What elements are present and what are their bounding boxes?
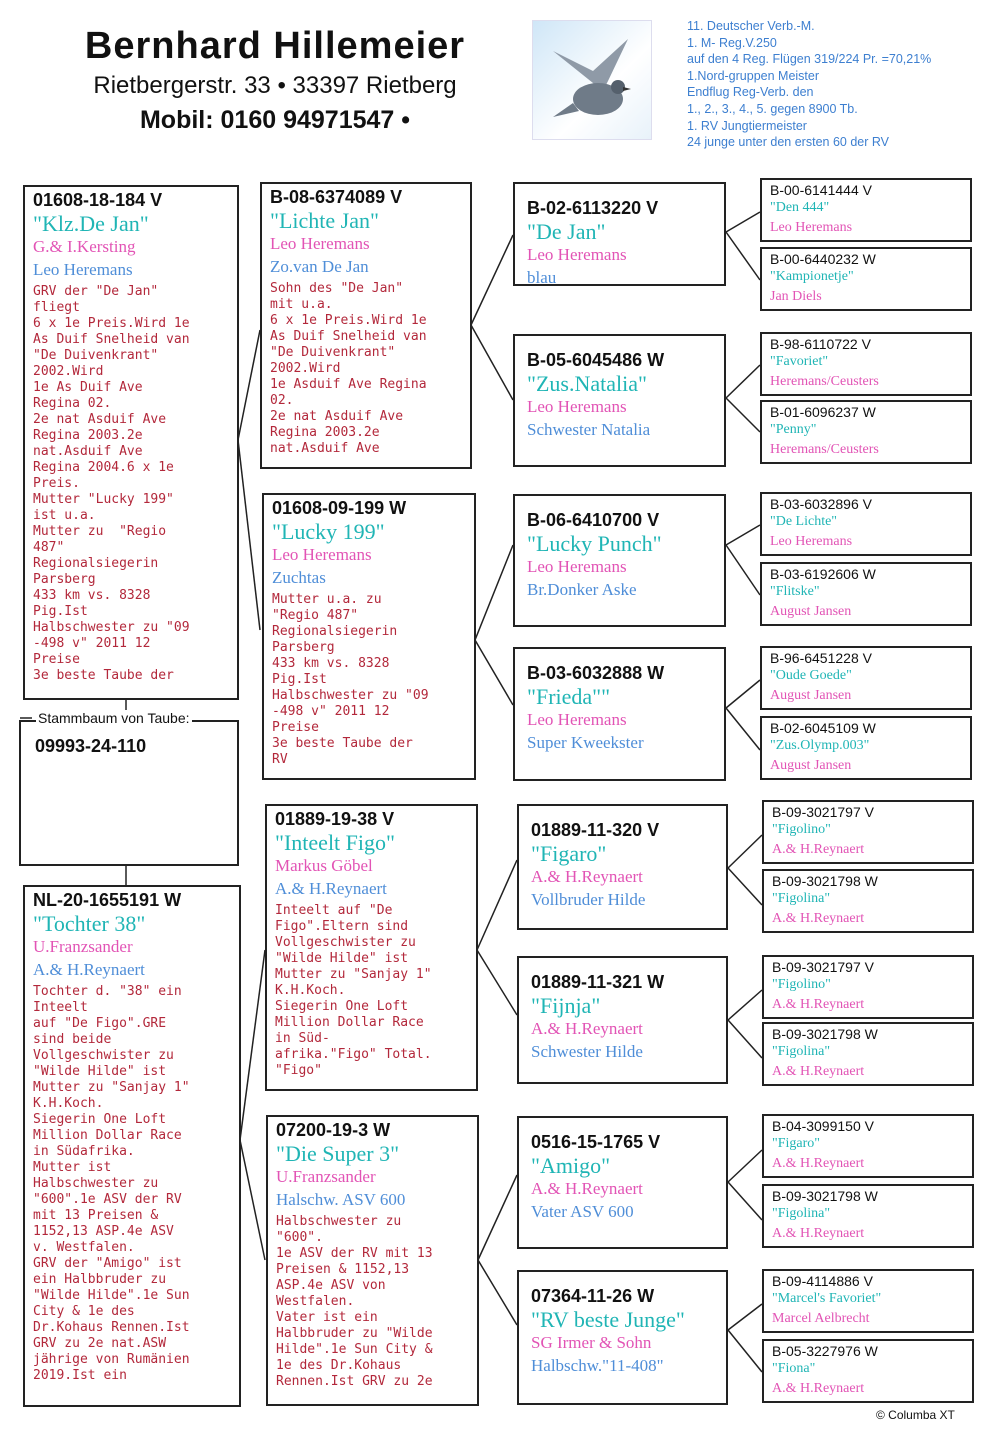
pedigree-pigeon-name: "Die Super 3" (276, 1141, 400, 1166)
pedigree-ring-number: B-02-6113220 V (527, 198, 659, 218)
pedigree-subtitle: Halbschw."11-408" (531, 1356, 664, 1376)
achievement-line: auf den 4 Reg. Flügen 319/224 Pr. =70,21% (687, 52, 932, 67)
gen4-box[interactable] (760, 247, 972, 311)
owner-name: Bernhard Hillemeier (84, 25, 466, 67)
pedigree-breeder: Marcel Aelbrecht (772, 1311, 870, 1326)
pedigree-breeder: Heremans/Ceusters (770, 374, 879, 389)
pedigree-breeder: Markus Göbel (275, 856, 373, 876)
pedigree-breeder: Leo Heremans (272, 545, 372, 565)
achievement-line: 1.Nord-gruppen Meister (687, 68, 820, 83)
pedigree-ring-number: 01608-18-184 V (33, 190, 163, 210)
gen4-box[interactable] (762, 1184, 974, 1248)
pedigree-breeder: Leo Heremans (270, 234, 370, 254)
pedigree-breeder: Jan Diels (770, 289, 822, 304)
pedigree-ring-number: B-01-6096237 W (770, 404, 876, 420)
pedigree-ring-number: B-04-3099150 V (772, 1118, 874, 1134)
gen2-box[interactable] (266, 1115, 479, 1406)
pedigree-description: Mutter u.a. zu "Regio 487" Regionalsiegerin Parsberg 433 km vs. 8328 Pig.Ist Halbschwester zu "09 -498 v" 2011 12 Preise 3e beste Taube der RV (272, 592, 429, 768)
pedigree-breeder: A.& H.Reynaert (772, 1226, 865, 1241)
pedigree-breeder: A.& H.Reynaert (772, 1381, 865, 1396)
gen4-box[interactable] (760, 332, 972, 396)
gen3-box[interactable] (513, 647, 726, 781)
subject-ring-number: 09993-24-110 (35, 736, 147, 756)
gen4-box[interactable] (762, 1269, 974, 1333)
pedigree-breeder: Leo Heremans (527, 710, 627, 730)
pedigree-ring-number: 01889-11-321 W (531, 972, 665, 992)
pedigree-ring-number: B-00-6141444 V (770, 182, 872, 198)
pedigree-ring-number: B-09-3021797 V (772, 959, 874, 975)
pedigree-pigeon-name: "Figaro" (772, 1136, 820, 1151)
gen4-box[interactable] (762, 1339, 974, 1403)
pedigree-pigeon-name: "Lucky Punch" (527, 531, 662, 556)
gen3-box[interactable] (517, 956, 728, 1084)
pedigree-pigeon-name: "Favoriet" (770, 354, 829, 369)
pedigree-subtitle: Vater ASV 600 (531, 1202, 634, 1222)
pedigree-pigeon-name: "Zus.Olymp.003" (770, 738, 870, 753)
dam-box[interactable] (23, 885, 241, 1407)
pedigree-breeder: Leo Heremans (527, 245, 627, 265)
pedigree-ring-number: B-05-6045486 W (527, 350, 665, 370)
pedigree-subtitle: A.& H.Reynaert (33, 960, 145, 980)
pedigree-pigeon-name: "Figolino" (772, 822, 831, 837)
pedigree-breeder: U.Franzsander (33, 937, 133, 957)
pedigree-ring-number: 07364-11-26 W (531, 1286, 655, 1306)
pedigree-pigeon-name: "Figolina" (772, 1206, 831, 1221)
pedigree-ring-number: B-09-4114886 V (772, 1273, 873, 1289)
pedigree-breeder: A.& H.Reynaert (772, 1064, 865, 1079)
pedigree-ring-number: 07200-19-3 W (276, 1120, 391, 1140)
pedigree-pigeon-name: "De Jan" (527, 219, 606, 244)
gen3-box[interactable] (513, 334, 726, 467)
pedigree-ring-number: B-98-6110722 V (770, 336, 871, 352)
achievement-line: 24 junge unter den ersten 60 der RV (687, 135, 889, 150)
gen2-box[interactable] (260, 182, 472, 469)
subject-label: Stammbaum von Taube: (38, 710, 190, 726)
pedigree-pigeon-name: "Lichte Jan" (270, 208, 379, 233)
pedigree-breeder: A.& H.Reynaert (531, 1179, 643, 1199)
gen3-box[interactable] (513, 494, 726, 627)
gen4-box[interactable] (760, 178, 972, 242)
pedigree-description: GRV der "De Jan" fliegt 6 x 1e Preis.Wird 1e As Duif Snelheid van "De Duivenkrant" 2002.Wird 1e As Duif Ave Regina 02. 2e nat Asduif Ave Regina 2003.2e nat.Asduif Ave Regina 2004.6 x 1e Preis. Mutter "Lucky 199" ist u.a. Mutter zu "Regio 487" Regionalsiegerin Parsberg 433 km vs. 8328 Pig.Ist Halbschwester zu "09 -498 v" 2011 12 Preise 3e beste Taube der (33, 284, 190, 684)
pedigree-breeder: A.& H.Reynaert (772, 842, 865, 857)
pedigree-ring-number: 01608-09-199 W (272, 498, 407, 518)
pedigree-pigeon-name: "Inteelt Figo" (275, 830, 396, 855)
pedigree-pigeon-name: "Amigo" (531, 1153, 611, 1178)
sire-box[interactable] (23, 185, 239, 700)
pedigree-ring-number: B-09-3021798 W (772, 1026, 878, 1042)
pedigree-pigeon-name: "Figaro" (531, 841, 607, 866)
pedigree-breeder: Leo Heremans (527, 557, 627, 577)
pedigree-breeder: A.& H.Reynaert (772, 911, 865, 926)
pedigree-pigeon-name: "Figolino" (772, 977, 831, 992)
pedigree-breeder: August Jansen (770, 604, 852, 619)
pedigree-breeder: SG Irmer & Sohn (531, 1333, 652, 1353)
pedigree-ring-number: 01889-11-320 V (531, 820, 660, 840)
pedigree-pigeon-name: "Figolina" (772, 1044, 831, 1059)
pedigree-breeder: A.& H.Reynaert (772, 1156, 865, 1171)
pedigree-ring-number: 0516-15-1765 V (531, 1132, 661, 1152)
pedigree-description: Halbschwester zu "600". 1e ASV der RV mit 13 Preisen & 1152,13 ASP.4e ASV von Westfalen. Vater ist ein Halbbruder zu "Wilde Hilde".1e Sun City & 1e des Dr.Kohaus Rennen.Ist GRV zu 2e (276, 1214, 433, 1390)
gen4-box[interactable] (760, 400, 972, 464)
achievement-line: Endflug Reg-Verb. den (687, 85, 814, 100)
pedigree-description: Tochter d. "38" ein Inteelt auf "De Figo".GRE sind beide Vollgeschwister zu "Wilde Hilde" ist Mutter zu "Sanjay 1" K.H.Koch. Siegerin One Loft Million Dollar Race in Südafrika. Mutter ist Halbschwester zu "600".1e ASV der RV mit 13 Preisen & 1152,13 ASP.4e ASV v. Westfalen. GRV der "Amigo" ist ein Halbbruder zu "Wilde Hilde".1e Sun City & 1e des Dr.Kohaus Rennen.Ist GRV zu 2e nat.ASW jährige von Rumänien 2019.Ist ein (33, 984, 190, 1384)
pedigree-description: Sohn des "De Jan" mit u.a. 6 x 1e Preis.Wird 1e As Duif Snelheid van "De Duivenkrant" 2002.Wird 1e Asduif Ave Regina 02. 2e nat Asduif Ave Regina 2003.2e nat.Asduif Ave (270, 281, 427, 457)
pedigree-description: Inteelt auf "De Figo".Eltern sind Vollgeschwister zu "Wilde Hilde" ist Mutter zu "Sanjay 1" K.H.Koch. Siegerin One Loft Million Dollar Race in Süd- afrika."Figo" Total. "Figo" (275, 903, 432, 1079)
pedigree-ring-number: B-09-3021797 V (772, 804, 874, 820)
copyright-footer: © Columba XT (876, 1408, 955, 1422)
pedigree-pigeon-name: "Flitske" (770, 584, 820, 599)
gen4-box[interactable] (760, 492, 972, 556)
achievement-line: 1. M- Reg.V.250 (687, 35, 777, 50)
gen4-box[interactable] (762, 1114, 974, 1178)
pedigree-ring-number: 01889-19-38 V (275, 809, 395, 829)
gen3-box[interactable] (517, 1270, 728, 1405)
pedigree-subtitle: Leo Heremans (33, 260, 133, 280)
pedigree-breeder: U.Franzsander (276, 1167, 376, 1187)
achievement-line: 1. RV Jungtiermeister (687, 118, 807, 133)
gen3-box[interactable] (517, 804, 728, 930)
gen3-box[interactable] (513, 182, 726, 286)
pedigree-pigeon-name: "Den 444" (770, 200, 830, 215)
pedigree-pigeon-name: "Lucky 199" (272, 519, 385, 544)
pedigree-breeder: G.& I.Kersting (33, 237, 136, 257)
subject-box[interactable] (19, 720, 239, 866)
pedigree-subtitle: Halschw. ASV 600 (276, 1190, 406, 1210)
pedigree-breeder: Leo Heremans (770, 534, 853, 549)
pedigree-ring-number: B-05-3227976 W (772, 1343, 878, 1359)
pedigree-ring-number: B-06-6410700 V (527, 510, 660, 530)
pedigree-breeder: A.& H.Reynaert (772, 997, 865, 1012)
pedigree-pigeon-name: "Tochter 38" (33, 911, 146, 936)
gen4-box[interactable] (762, 955, 974, 1019)
gen4-box[interactable] (762, 869, 974, 933)
pedigree-breeder: August Jansen (770, 758, 852, 773)
gen4-box[interactable] (762, 1022, 974, 1086)
gen4-box[interactable] (760, 716, 972, 780)
gen2-box[interactable] (265, 804, 478, 1091)
owner-address: Rietbergerstr. 33 • 33397 Rietberg (93, 72, 457, 99)
pedigree-pigeon-name: "RV beste Junge" (531, 1307, 685, 1332)
pedigree-pigeon-name: "Zus.Natalia" (527, 371, 647, 396)
pedigree-subtitle: A.& H.Reynaert (275, 879, 387, 899)
pedigree-pigeon-name: "Penny" (770, 422, 817, 437)
pedigree-ring-number: B-96-6451228 V (770, 650, 872, 666)
pedigree-ring-number: NL-20-1655191 W (33, 890, 182, 910)
pedigree-breeder: Heremans/Ceusters (770, 442, 879, 457)
pedigree-subtitle: Zuchtas (272, 568, 326, 588)
pedigree-subtitle: Br.Donker Aske (527, 580, 637, 600)
pedigree-subtitle: Super Kweekster (527, 733, 644, 753)
pedigree-ring-number: B-03-6192606 W (770, 566, 876, 582)
pedigree-pigeon-name: "De Lichte" (770, 514, 838, 529)
pedigree-ring-number: B-02-6045109 W (770, 720, 876, 736)
pedigree-subtitle: Schwester Natalia (527, 420, 651, 440)
gen4-box[interactable] (760, 562, 972, 626)
pedigree-subtitle: Schwester Hilde (531, 1042, 643, 1062)
pedigree-subtitle: blau (527, 268, 557, 286)
pedigree-pigeon-name: "Klz.De Jan" (33, 211, 149, 236)
gen2-box[interactable] (262, 493, 476, 780)
achievement-line: 1., 2., 3., 4., 5. gegen 8900 Tb. (687, 101, 858, 116)
owner-mobile: Mobil: 0160 94971547 • (139, 106, 411, 134)
pedigree-breeder: A.& H.Reynaert (531, 1019, 643, 1039)
gen4-box[interactable] (762, 800, 974, 864)
pedigree-ring-number: B-00-6440232 W (770, 251, 876, 267)
pedigree-ring-number: B-03-6032888 W (527, 663, 665, 683)
pedigree-pigeon-name: "Oude Goede" (770, 668, 852, 683)
pedigree-breeder: Leo Heremans (770, 220, 853, 235)
pedigree-breeder: Leo Heremans (527, 397, 627, 417)
pedigree-pigeon-name: "Figolina" (772, 891, 831, 906)
achievement-line: 11. Deutscher Verb.-M. (687, 19, 815, 33)
gen3-box[interactable] (517, 1116, 728, 1249)
pedigree-ring-number: B-09-3021798 W (772, 1188, 878, 1204)
pedigree-breeder: August Jansen (770, 688, 852, 703)
pedigree-ring-number: B-08-6374089 V (270, 187, 403, 207)
pedigree-ring-number: B-09-3021798 W (772, 873, 878, 889)
pedigree-subtitle: Zo.van De Jan (270, 257, 369, 277)
pedigree-subtitle: Vollbruder Hilde (531, 890, 646, 910)
pedigree-pigeon-name: "Marcel's Favoriet" (772, 1291, 882, 1306)
gen4-box[interactable] (760, 646, 972, 710)
pedigree-pigeon-name: "Fijnja" (531, 993, 601, 1018)
pedigree-pigeon-name: "Frieda"" (527, 684, 611, 709)
pedigree-ring-number: B-03-6032896 V (770, 496, 872, 512)
pedigree-pigeon-name: "Fiona" (772, 1361, 816, 1376)
pedigree-breeder: A.& H.Reynaert (531, 867, 643, 887)
pedigree-pigeon-name: "Kampionetje" (770, 269, 854, 284)
